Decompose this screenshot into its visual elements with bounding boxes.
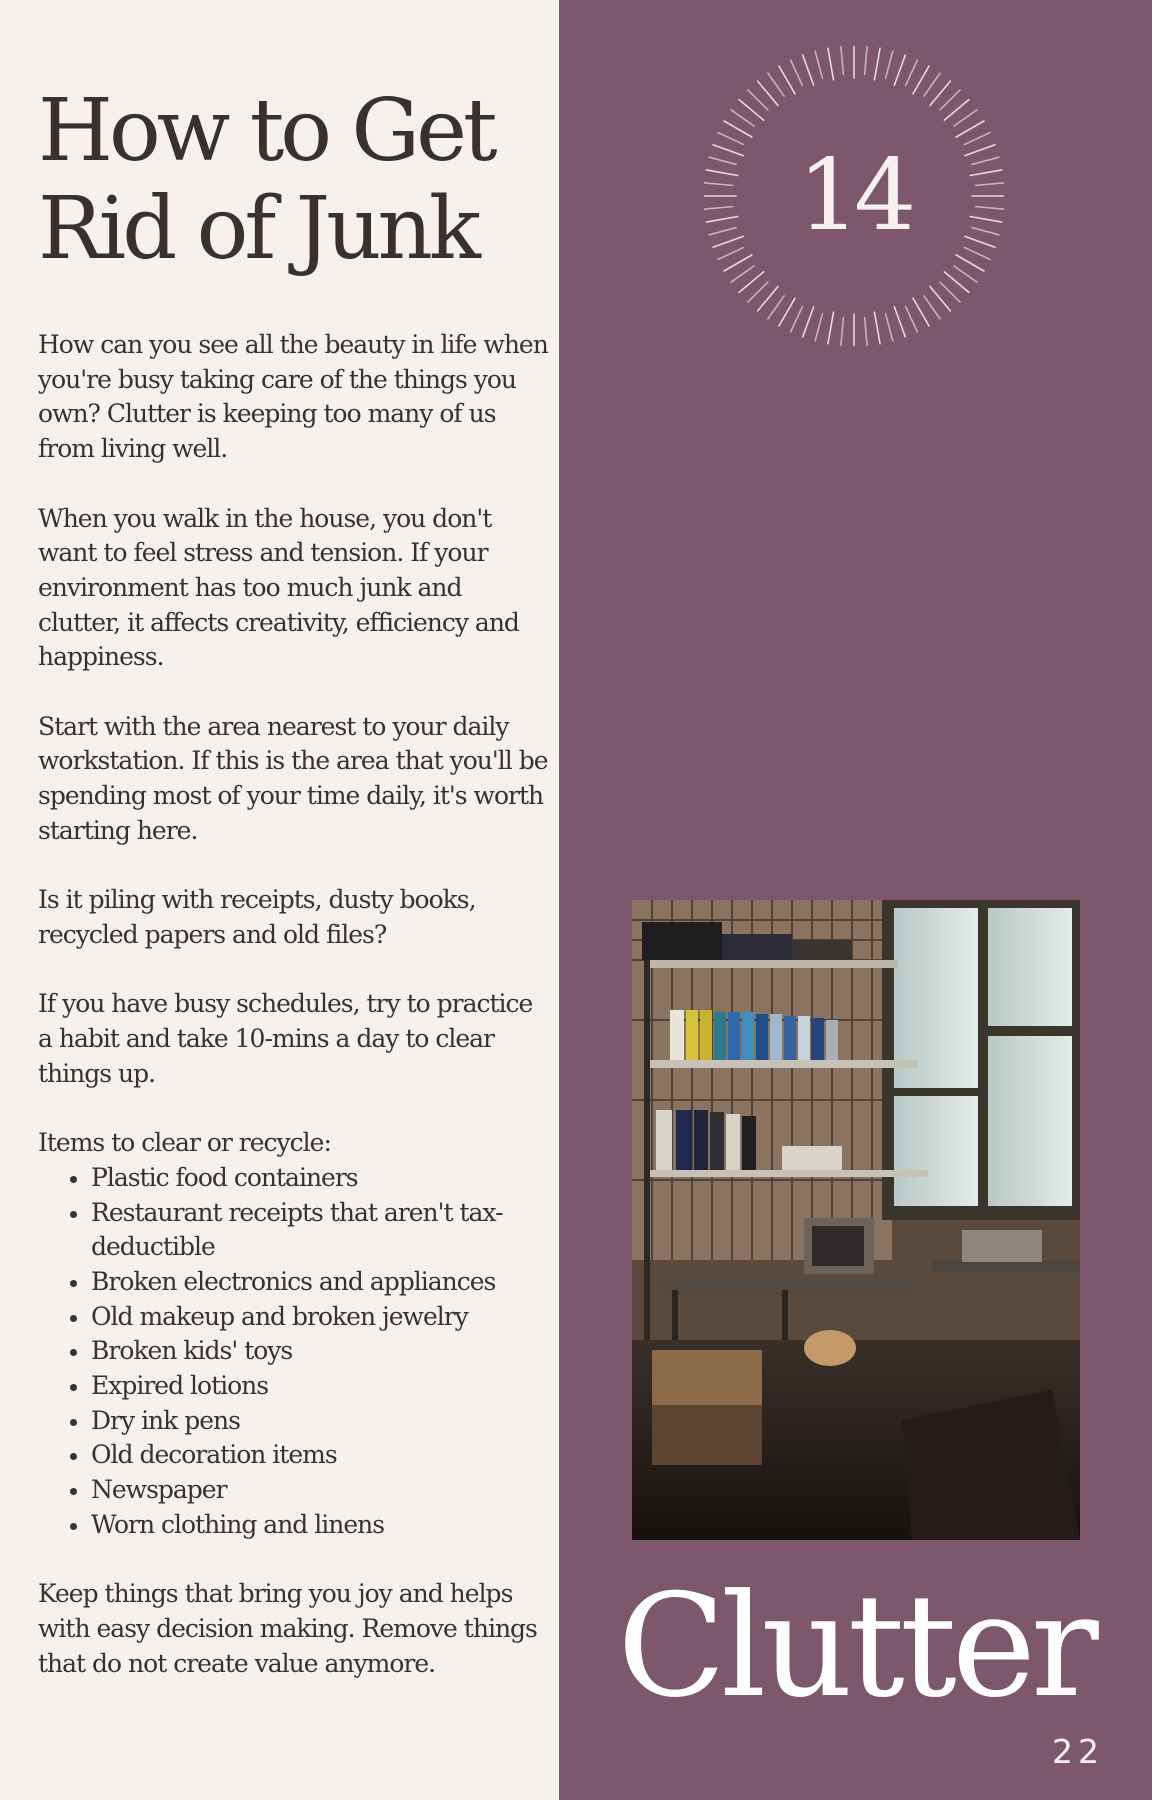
dial-tick <box>956 255 984 271</box>
dial-tick <box>913 66 929 94</box>
title-line-2: Rid of Junk <box>38 179 477 279</box>
article-title <box>38 82 538 278</box>
dial-tick <box>803 55 814 85</box>
dial-tick <box>731 266 754 282</box>
page-number: 22 <box>1052 1732 1104 1771</box>
dial-tick <box>724 255 752 271</box>
dial-tick <box>906 60 918 85</box>
list-item: Broken electronics and appliances <box>91 1265 548 1300</box>
dial-tick <box>731 110 754 126</box>
dial-tick <box>924 73 940 96</box>
dial-tick <box>718 133 743 145</box>
closing-paragraph: Keep things that bring you joy and helps with easy decision making. Remove things that do not create value anymore. <box>38 1579 537 1678</box>
dial-tick <box>815 314 822 341</box>
dial-tick <box>940 90 960 110</box>
dial-tick <box>718 248 743 260</box>
dial-tick <box>874 312 880 344</box>
dial-tick <box>954 266 977 282</box>
list-item: Newspaper <box>91 1473 548 1508</box>
dial-tick <box>791 60 803 85</box>
title-line-1: How to Get <box>38 81 494 181</box>
dial-tick <box>748 90 768 110</box>
feature-panel <box>559 0 1152 1800</box>
list-item: Restaurant receipts that aren't tax-deductible <box>91 1196 548 1265</box>
dial-tick <box>803 307 814 337</box>
photo-illustration <box>632 900 1080 1540</box>
dial-tick <box>841 47 843 75</box>
dial-tick <box>886 51 893 78</box>
article-column <box>0 0 559 1800</box>
dial-tick <box>768 296 784 319</box>
list-item: Dry ink pens <box>91 1404 548 1439</box>
list-item: Old decoration items <box>91 1438 548 1473</box>
section-title: Clutter <box>617 1564 1094 1729</box>
dial-tick <box>894 307 905 337</box>
dial-tick <box>828 48 834 80</box>
dial-tick <box>924 296 940 319</box>
dial-tick <box>748 282 768 302</box>
paragraph-3: Start with the area nearest to your daily workstation. If this is the area that you'll be spending most of your time daily, it's worth starting here. <box>38 711 548 845</box>
dial-tick <box>841 318 843 346</box>
dial-tick <box>865 47 867 75</box>
dial-tick <box>724 121 752 137</box>
list-item: Broken kids' toys <box>91 1334 548 1369</box>
list-item: Old makeup and broken jewelry <box>91 1300 548 1335</box>
article-body <box>38 328 548 1716</box>
dial-tick <box>828 312 834 344</box>
paragraph-5: If you have busy schedules, try to practice a habit and take 10-mins a day to clear things up. <box>38 989 533 1088</box>
list-item: Expired lotions <box>91 1369 548 1404</box>
dial-tick <box>791 307 803 332</box>
recycle-list <box>38 1161 548 1543</box>
list-item: Worn clothing and linens <box>91 1508 548 1543</box>
dial-tick <box>906 307 918 332</box>
dial-tick <box>913 298 929 326</box>
chapter-number: 14 <box>797 139 911 253</box>
paragraph-1: How can you see all the beauty in life when you're busy taking care of the things you own? Clutter is keeping too many of us from living well. <box>38 330 548 464</box>
dial-tick <box>886 314 893 341</box>
chapter-badge <box>704 46 1004 346</box>
paragraph-2: When you walk in the house, you don't want to feel stress and tension. If your environment has too much junk and clutter, it affects creativity, efficiency and happiness. <box>38 503 519 672</box>
list-item: Plastic food containers <box>91 1161 548 1196</box>
dial-tick <box>779 298 795 326</box>
paragraph-4: Is it piling with receipts, dusty books, recycled papers and old files? <box>38 885 476 949</box>
dial-tick <box>956 121 984 137</box>
dial-tick <box>779 66 795 94</box>
dial-tick <box>865 318 867 346</box>
dial-tick <box>965 248 990 260</box>
dial-tick <box>954 110 977 126</box>
dial-tick <box>940 282 960 302</box>
list-heading: Items to clear or recycle: <box>38 1128 331 1158</box>
dial-tick <box>815 51 822 78</box>
dial-tick <box>768 73 784 96</box>
dial-tick <box>965 133 990 145</box>
dial-tick <box>874 48 880 80</box>
cluttered-office-photo <box>632 900 1080 1540</box>
dial-tick <box>894 55 905 85</box>
